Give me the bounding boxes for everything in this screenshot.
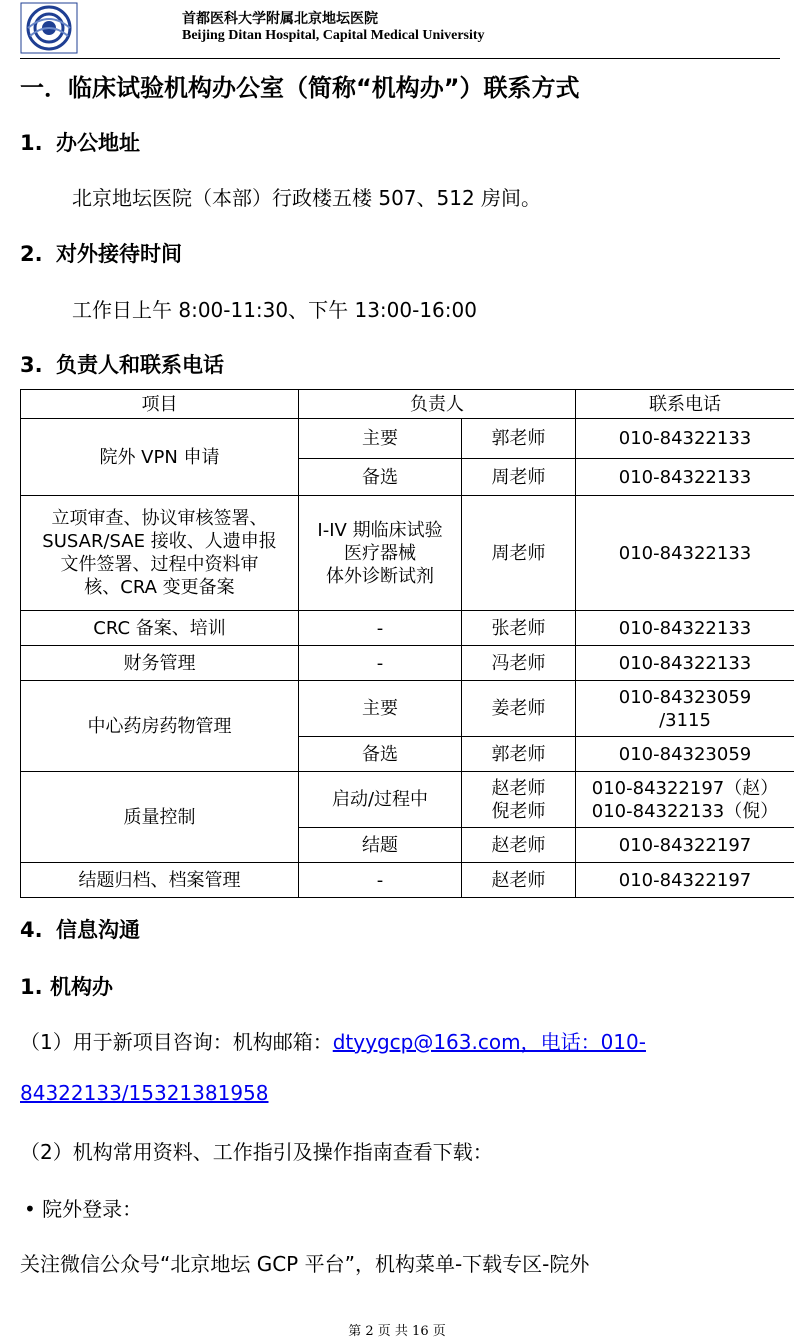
item-cell: 财务管理: [21, 646, 299, 681]
hospital-name-en: Beijing Ditan Hospital, Capital Medical University: [182, 28, 485, 43]
page-header: [20, 2, 780, 62]
heading-text: 办公地址: [56, 131, 140, 155]
name-cell: 周老师: [462, 459, 576, 496]
item-cell: 结题归档、档案管理: [21, 863, 299, 898]
role-cell: [299, 496, 462, 611]
phone-line: 010-84322197（赵）: [591, 777, 779, 799]
heading-institution-office: [20, 971, 113, 1001]
hospital-name-cn: 首都医科大学附属北京地坛医院: [182, 11, 378, 27]
role-cell: 启动/过程中: [299, 772, 462, 828]
table-row: [21, 611, 794, 646]
role-line: I-IV 期临床试验: [317, 519, 443, 541]
name-line: 倪老师: [491, 800, 546, 822]
phone-cell: 010-84322133: [576, 419, 794, 459]
role-line: 医疗器械: [344, 542, 416, 564]
role-cell: -: [299, 863, 462, 898]
heading-text: 信息沟通: [56, 918, 140, 942]
role-cell: -: [299, 611, 462, 646]
heading-text: 负责人和联系电话: [56, 353, 224, 377]
name-cell: 冯老师: [462, 646, 576, 681]
table-row: [21, 772, 794, 828]
heading-text: 机构办: [50, 975, 113, 999]
role-cell: 主要: [299, 419, 462, 459]
item-cell: 中心药房药物管理: [21, 681, 299, 772]
table-row: [21, 863, 794, 898]
name-cell: 郭老师: [462, 737, 576, 772]
role-cell: -: [299, 646, 462, 681]
table-header-row: [21, 390, 794, 419]
table-row: [21, 681, 794, 737]
reception-hours-text: 工作日上午 8:00-11:30、下午 13:00-16:00: [72, 298, 477, 322]
consult-line: [20, 1026, 646, 1055]
name-cell: [462, 772, 576, 828]
phone-cell: [576, 772, 794, 828]
item-cell: 院外 VPN 申请: [21, 419, 299, 496]
section-title: 一．临床试验机构办公室（简称“机构办”）联系方式: [20, 74, 580, 102]
col-header-item: 项目: [21, 390, 299, 419]
heading-communication: [20, 914, 140, 944]
phone-line: /3115: [659, 709, 711, 731]
page-footer: 第 2 页 共 16 页: [348, 1324, 446, 1339]
phone-cell: 010-84322197: [576, 828, 794, 863]
heading-number: 4.: [20, 918, 43, 942]
phone-line: 010-84323059: [618, 686, 752, 708]
consult-prefix: （1）用于新项目咨询：机构邮箱：: [20, 1030, 333, 1054]
heading-number: 1.: [20, 131, 43, 155]
name-cell: 周老师: [462, 496, 576, 611]
role-cell: 备选: [299, 737, 462, 772]
header-divider: [20, 58, 780, 59]
name-cell: 郭老师: [462, 419, 576, 459]
item-line: 核、CRA 变更备案: [84, 577, 235, 598]
item-cell: [21, 496, 299, 611]
download-text: （2）机构常用资料、工作指引及操作指南查看下载：: [20, 1140, 493, 1164]
contact-table: [20, 389, 794, 898]
heading-office-address: [20, 127, 140, 157]
item-line: SUSAR/SAE 接收、人遗申报: [42, 531, 277, 552]
heading-number: 2.: [20, 242, 43, 266]
email-link[interactable]: dtyygcp@163.com，电话：010-: [332, 1030, 646, 1054]
phone-cell: 010-84322133: [576, 496, 794, 611]
name-line: 赵老师: [491, 777, 546, 799]
item-cell: 质量控制: [21, 772, 299, 863]
phone-cell: [576, 681, 794, 737]
table-row: [21, 496, 794, 611]
heading-contacts: [20, 349, 224, 379]
table-row: [21, 419, 794, 459]
phone-cell: 010-84322197: [576, 863, 794, 898]
name-cell: 赵老师: [462, 828, 576, 863]
phone-cell: 010-84322133: [576, 459, 794, 496]
col-header-phone: 联系电话: [576, 390, 794, 419]
phone-cell: 010-84322133: [576, 611, 794, 646]
col-header-owner: 负责人: [299, 390, 576, 419]
phone-cell: 010-84323059: [576, 737, 794, 772]
phone-line: 010-84322133（倪）: [591, 800, 779, 822]
item-cell: CRC 备案、培训: [21, 611, 299, 646]
name-cell: 姜老师: [462, 681, 576, 737]
item-line: 文件签署、过程中资料审: [60, 554, 259, 575]
heading-text: 对外接待时间: [56, 242, 182, 266]
heading-reception-hours: [20, 238, 182, 268]
name-cell: 张老师: [462, 611, 576, 646]
role-line: 体外诊断试剂: [326, 565, 434, 587]
item-line: 立项审查、协议审核签署、: [51, 508, 268, 529]
phone-link[interactable]: 84322133/15321381958: [20, 1081, 269, 1105]
role-cell: 主要: [299, 681, 462, 737]
name-cell: 赵老师: [462, 863, 576, 898]
heading-number: 1.: [20, 975, 43, 999]
role-cell: 结题: [299, 828, 462, 863]
wechat-instruction-text: 关注微信公众号“北京地坛 GCP 平台”，机构菜单-下载专区-院外: [20, 1252, 590, 1276]
role-cell: 备选: [299, 459, 462, 496]
office-address-text: 北京地坛医院（本部）行政楼五楼 507、512 房间。: [72, 186, 542, 210]
hospital-logo-icon: [20, 2, 78, 54]
phone-cell: 010-84322133: [576, 646, 794, 681]
table-row: [21, 646, 794, 681]
heading-number: 3.: [20, 353, 43, 377]
offsite-login-text: • 院外登录：: [24, 1197, 143, 1221]
